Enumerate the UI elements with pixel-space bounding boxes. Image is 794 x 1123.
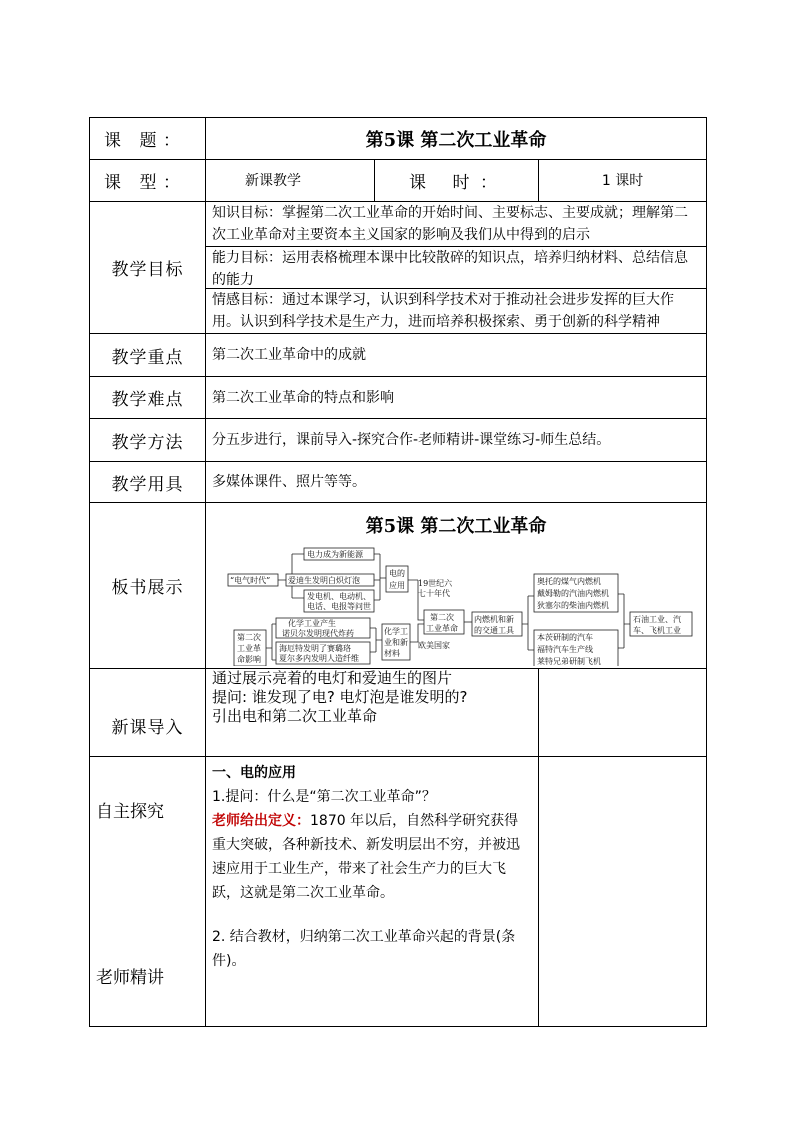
chem3-text: 材料 <box>384 649 400 658</box>
lecture-label: 老师精讲 <box>96 968 164 988</box>
c3-text: 海厄特发明了赛璐珞 <box>279 644 351 653</box>
b2-text: 爱迪生发明白炽灯泡 <box>288 576 360 585</box>
intro-empty-cell <box>539 669 707 757</box>
center1-text: 第二次 <box>430 613 454 622</box>
c4-text: 夏尔多内发明人造纤维 <box>279 654 359 663</box>
section-heading: 一、电的应用 <box>212 765 296 781</box>
e1-text: 奥托的煤气内燃机 <box>537 577 601 586</box>
intro-line-3: 引出电和第二次工业革命 <box>212 707 378 725</box>
definition <box>212 809 532 905</box>
c2-text: 诺贝尔发明现代炸药 <box>282 629 354 638</box>
inf1-text: 第二次 <box>237 633 261 642</box>
b-bracket <box>374 554 386 600</box>
era-text: “电气时代” <box>230 576 271 585</box>
hours-label: 课 时： <box>375 160 539 202</box>
lesson-plan-table <box>89 117 707 1027</box>
goals-label: 教学目标 <box>90 202 206 334</box>
explore-label: 自主探究 <box>96 802 164 822</box>
intro-row <box>90 669 707 757</box>
intro-line-1: 通过展示亮着的电灯和爱迪生的图片 <box>212 669 453 687</box>
explore-empty-cell <box>539 757 707 1027</box>
chem1-text: 化学工 <box>384 627 408 636</box>
difficulty-label: 教学难点 <box>90 377 206 419</box>
question-1: 1.提问：什么是“第二次工业革命”？ <box>212 789 436 805</box>
difficulty-value: 第二次工业革命的特点和影响 <box>206 377 707 419</box>
method-row <box>90 419 707 462</box>
intro-label: 新课导入 <box>90 669 206 757</box>
mind-map-diagram <box>206 538 706 666</box>
chem-bracket <box>370 628 382 652</box>
e3-text: 狄塞尔的柴油内燃机 <box>537 601 609 610</box>
board-label: 板书展示 <box>90 503 206 669</box>
tools-label: 教学用具 <box>90 462 206 503</box>
right-bracket <box>618 594 630 648</box>
c1-text: 化学工业产生 <box>288 619 336 628</box>
method-label: 教学方法 <box>90 419 206 462</box>
ice-bracket <box>522 596 534 650</box>
type-row <box>90 160 707 202</box>
chem-link <box>410 624 424 642</box>
b1-text: 电力成为新能源 <box>307 550 363 559</box>
lesson-title: 第5课 第二次工业革命 <box>206 118 707 160</box>
chem2-text: 业和新 <box>384 638 408 647</box>
elec2-text: 应用 <box>389 581 405 590</box>
time2-text: 七十年代 <box>418 589 450 598</box>
method-value: 分五步进行，课前导入-探究合作-老师精讲-课堂练习-师生总结。 <box>206 419 707 462</box>
board-row <box>90 503 707 669</box>
ind1-text: 石油工业、汽 <box>633 615 681 624</box>
definition-label: 老师给出定义： <box>212 813 310 829</box>
b3a-text: 发电机、电动机、 <box>307 592 371 601</box>
intro-line-2: 提问: 谁发现了电? 电灯泡是谁发明的? <box>212 688 468 706</box>
time1-text: 19世纪六 <box>418 579 453 588</box>
inf2-text: 工业革 <box>237 644 261 653</box>
tools-value: 多媒体课件、照片等等。 <box>206 462 707 503</box>
inf-bracket <box>266 624 276 660</box>
definition-text: 1870 年以后，自然科学研究获得重大突破，各种新技术、新发明层出不穷，并被迅速应用于工业生产，带来了社会生产力的巨大飞跃，这就是第二次工业革命。 <box>212 813 520 901</box>
key-point-label: 教学重点 <box>90 334 206 377</box>
hours-value: 1 课时 <box>539 160 707 202</box>
goals-row <box>90 202 707 334</box>
knowledge-goal: 知识目标：掌握第二次工业革命的开始时间、主要标志、主要成就；理解第二次工业革命对主要资本主义国家的影响及我们从中得到的启示 <box>206 202 706 247</box>
explore-row <box>90 757 707 1027</box>
elec1-text: 电的 <box>389 569 405 578</box>
difficulty-row <box>90 377 707 419</box>
region-text: 欧美国家 <box>418 641 450 650</box>
ice1-text: 内燃机和新 <box>474 615 514 624</box>
ice2-text: 的交通工具 <box>474 626 514 635</box>
board-title: 第5课 第二次工业革命 <box>365 516 547 537</box>
inf3-text: 命影响 <box>237 655 261 664</box>
key-point-row <box>90 334 707 377</box>
topic-label: 课 题： <box>90 118 206 160</box>
key-point-value: 第二次工业革命中的成就 <box>206 334 707 377</box>
ability-goal: 能力目标：运用表格梳理本课中比较散碎的知识点，培养归纳材料、总结信息的能力 <box>206 247 706 289</box>
question-2: 2. 结合教材，归纳第二次工业革命兴起的背景(条件)。 <box>212 929 516 969</box>
v3-text: 莱特兄弟研制飞机 <box>537 657 601 666</box>
v2-text: 福特汽车生产线 <box>537 645 593 654</box>
type-label: 课 型： <box>90 160 206 202</box>
ind2-text: 车、飞机工业 <box>633 626 681 635</box>
e2-text: 戴姆勒的汽油内燃机 <box>537 589 609 598</box>
topic-row <box>90 118 707 160</box>
center2-text: 工业革命 <box>426 624 458 633</box>
v1-text: 本茨研制的汽车 <box>537 633 593 642</box>
type-value: 新课教学 <box>206 160 375 202</box>
emotion-goal: 情感目标：通过本课学习，认识到科学技术对于推动社会进步发挥的巨大作用。认识到科学技术是生产力，进而培养积极探索、勇于创新的科学精神 <box>212 292 674 330</box>
tools-row <box>90 462 707 503</box>
b3b-text: 电话、电报等问世 <box>307 602 371 611</box>
